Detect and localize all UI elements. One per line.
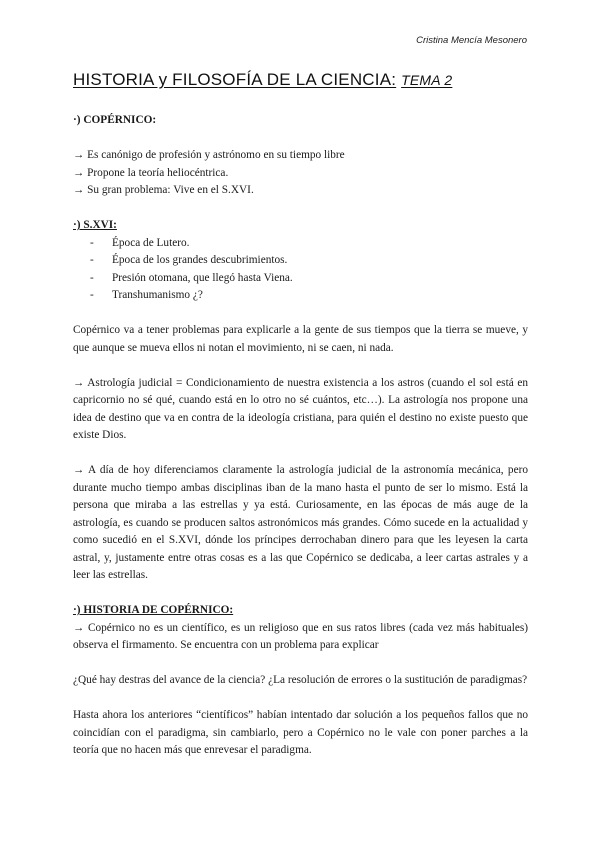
- copernico-line: → Propone la teoría heliocéntrica.: [73, 166, 229, 179]
- paragraph: → Copérnico no es un científico, es un religioso que en sus ratos libres (cada vez más habituales) observa el firmamento. Se encuentra con un problema para explicar: [73, 621, 528, 651]
- paragraph: ¿Qué hay destras del avance de la ciencia? ¿La resolución de errores o la sustitución de paradigmas?: [73, 674, 528, 686]
- list-item: - Transhumanismo ¿?: [90, 287, 528, 305]
- paragraph: → Astrología judicial = Condicionamiento de nuestra existencia a los astros (cuando el sol está en capricornio no sé qué, cuando está en lo otro no sé cuántos, etc…). La astrología nos propone una idea de destino que va en contra de la ideología cristiana, para quién el destino no existe puesto que existe Dios.: [73, 376, 528, 441]
- section-heading-historia: ·) HISTORIA DE COPÉRNICO:: [73, 604, 234, 616]
- list-item: - Presión otomana, que llegó hasta Viena.: [90, 270, 528, 288]
- list-item: - Época de Lutero.: [90, 235, 528, 253]
- title-main: HISTORIA y FILOSOFÍA DE LA CIENCIA:: [73, 70, 397, 89]
- paragraph: Hasta ahora los anteriores “científicos” habían intentado dar solución a los pequeños fallos que no coincidían con el paradigma, sin cambiarlo, pero a Copérnico no le vale con poner parches a la teoría que no hacen más que enrevesar el paradigma.: [73, 709, 528, 756]
- section-heading-copernico: ·) COPÉRNICO:: [73, 114, 157, 126]
- paragraph: → A día de hoy diferenciamos claramente la astrología judicial de la astronomía mecánica, pero durante mucho tiempo ambas disciplinas iban de la mano hasta el punto de ser lo mismo. Está la persona que miraba a las estrellas y ya está. Curiosamente, en las épocas de más auge de la astrología, es cuando se producen saltos astronómicos más grandes. Cómo sucede en la actualidad y como sucedió en el S.XVI, dónde los príncipes derrochaban dinero para que les leyesen la carta astral, y, justamente entre otras cosas es a las que Copérnico se dedicaba, a leer cartas astrales y a leer las estrellas.: [73, 464, 528, 581]
- section-heading-sxvi: ·) S.XVI:: [73, 219, 117, 231]
- paragraph: Copérnico va a tener problemas para explicarle a la gente de sus tiempos que la tierra se mueve, y que aunque se mueva ellos ni notan el movimiento, ni se caen, ni nada.: [73, 324, 528, 354]
- author-name: Cristina Mencía Mesonero: [416, 35, 527, 46]
- page-title: [73, 70, 452, 90]
- copernico-line: → Es canónigo de profesión y astrónomo en su tiempo libre: [73, 149, 345, 161]
- document-body: [73, 112, 528, 760]
- title-subtitle: TEMA 2: [401, 72, 453, 88]
- list-item: - Época de los grandes descubrimientos.: [90, 252, 528, 270]
- sxvi-list: [73, 235, 528, 305]
- copernico-line: → Su gran problema: Vive en el S.XVI.: [73, 184, 254, 196]
